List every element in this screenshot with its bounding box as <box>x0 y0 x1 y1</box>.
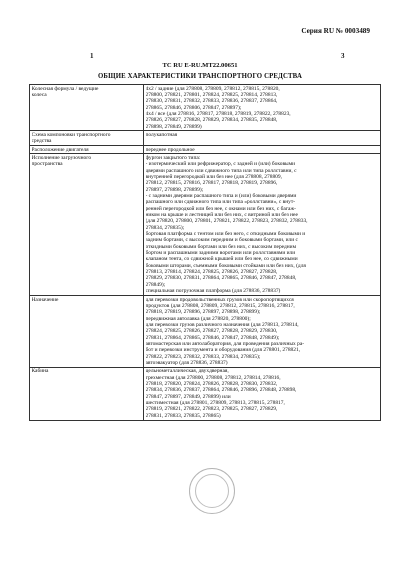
table-row <box>30 296 381 368</box>
value-line: - с задними дверями распашного типа и (или) боковыми дверями <box>145 193 297 199</box>
table-row <box>30 131 381 146</box>
value-line: для перевозки продовольственных грузов или скоропортящихся <box>145 296 294 303</box>
value-line: полукапотная <box>145 131 178 138</box>
value-line: 278898, 278849, 278899) <box>145 123 202 130</box>
value-line: 278830, 278831, 278832, 278833, 278836, 278837, 278864, <box>145 98 278 105</box>
value-line: 278822, 278823, 278832, 278833, 278834, 278835); <box>145 353 261 360</box>
row-value <box>144 85 381 131</box>
value-line: бортом и распашными задними воротами или роллставнями или <box>145 250 296 257</box>
label-line: Кабина <box>31 368 49 375</box>
table-row <box>30 367 381 420</box>
value-line: 278834, 278835); <box>145 224 185 231</box>
table-row <box>30 85 381 131</box>
value-line: 278818, 278819, 278896, 278897, 278898, 278899); <box>145 309 261 316</box>
row-label <box>30 154 144 296</box>
value-line: 278834, 278836, 278837, 278864, 278846, 278896, 278848, 278898, <box>145 387 297 394</box>
value-line: шестиместная (для 278801, 278809, 278813, 278815, 278817, <box>145 400 285 406</box>
value-line: боковыми шторами, съемными боковыми стойками или без них, (для <box>145 262 306 269</box>
label-line: пространства <box>31 161 63 168</box>
value-line: 278826, 278827, 278828, 278829, 278834, 278835, 278848, <box>145 117 278 124</box>
official-stamp <box>189 468 235 514</box>
value-line: 278865, 278846, 278806, 278847, 278897); <box>145 104 242 111</box>
value-line: 278897, 278898, 278899); <box>145 186 204 193</box>
value-line: 278818, 278820, 278824, 278826, 278828, 278830, 278832, <box>145 380 278 387</box>
value-line: автоэвакуатор (для 278836, 278837) <box>145 359 228 366</box>
value-line: 278800, 278821, 278801, 278824, 278825, 278814, 278813, <box>145 91 278 98</box>
row-label <box>30 296 144 368</box>
label-line: Колесная формула / ведущие <box>31 85 99 92</box>
row-value <box>144 146 381 154</box>
value-line: 4x2 / задние (для 278808, 278809, 278812, 278815, 278820, <box>145 85 280 92</box>
value-line: бот и перевозки инструмента и оборудования (для 278801, 278821, <box>145 347 301 354</box>
value-line: трехместная (для 278800, 278808, 278812, 278814, 278816, <box>145 374 281 381</box>
row-label <box>30 367 144 420</box>
value-line: бортовая платформа с тентом или без него, с откидными боковыми и <box>145 231 306 238</box>
value-line: - изотермический или рефрижератор, с задней и (или) боковыми <box>145 161 296 168</box>
row-value <box>144 367 381 420</box>
row-label <box>30 85 144 131</box>
value-line: продуктов (для 278808, 278809, 278812, 278815, 278816, 278817, <box>145 302 295 309</box>
characteristics-table <box>29 84 381 421</box>
value-line: дверями распашного или сдвижного типа или типа роллставни, с <box>145 167 297 174</box>
value-line: 278829, 278830, 278831, 278864, 278865, 278846, 278847, 278848, <box>145 275 297 282</box>
table-row <box>30 154 381 296</box>
value-line: передвижная автолавка (для 278820, 278800); <box>145 315 251 322</box>
value-line: автомастерская или автолаборатория, для проведения различных ра- <box>145 340 305 347</box>
value-line: 278849); <box>145 281 166 288</box>
value-line: цельнометаллическая, двухдверная, <box>145 368 229 375</box>
value-line: ником на крыше и лестницей или без них, с витриной или без нее <box>145 212 298 219</box>
value-line: (для 278820, 278800, 278801, 278821, 278822, 278823, 278832, 278833, <box>145 218 308 225</box>
value-line: 278824, 278825, 278826, 278827, 278828, 278829, 278830, <box>145 328 278 335</box>
value-line: 278813, 278814, 278824, 278825, 278826, 278827, 278828, <box>145 269 278 276</box>
value-line: для перевозки грузов различного назначения (для 278813, 278814, <box>145 321 299 328</box>
label-line: Исполнение загрузочного <box>31 154 92 161</box>
value-line: внутренней перегородкой или без нее (для 278808, 278809, <box>145 173 282 180</box>
row-value <box>144 154 381 296</box>
label-line: колеса <box>31 91 47 98</box>
value-line: откидными боковыми бортами или без них, с высоким передним <box>145 243 297 250</box>
value-line: 278819, 278821, 278822, 278823, 278825, 278827, 278829, <box>145 406 278 413</box>
value-line: 278831, 278864, 278865, 278846, 278847, 278848, 278849); <box>145 334 280 341</box>
row-label <box>30 131 144 146</box>
label-line: Схема компоновки транспортного <box>31 131 111 138</box>
table-row <box>30 146 381 154</box>
value-line: специальная погрузочная платформа (для 278836, 278837) <box>145 288 281 295</box>
value-line: задним бортами, с высоким передним и боковыми бортами, или с <box>145 237 298 244</box>
section-title: ОБЩИЕ ХАРАКТЕРИСТИКИ ТРАНСПОРТНОГО СРЕДСТВА <box>98 73 302 80</box>
row-label <box>30 146 144 154</box>
value-line: 278847, 278897, 278849, 278899) или <box>145 393 231 400</box>
document-code: TC RU E-RU.MT22.00651 <box>162 62 238 69</box>
page-number-left: 1 <box>90 52 94 60</box>
value-line: 278831, 278833, 278835, 278865) <box>145 412 221 419</box>
row-value <box>144 296 381 368</box>
label-line: средства <box>31 138 52 145</box>
value-line: переднее продольное <box>145 146 195 153</box>
serial-number: Серия RU № 0003489 <box>301 27 370 35</box>
value-line: распашного или сдвижного типа или типа «роллставни», с внут- <box>145 199 296 206</box>
row-value <box>144 131 381 146</box>
label-line: Расположение двигателя <box>31 146 89 153</box>
value-line: клапаном тента, со сдвижной крышей или без нее, со сдвижными <box>145 256 298 263</box>
value-line: фургон закрытого типа: <box>145 154 201 161</box>
value-line: 278812, 278815, 278816, 278817, 278818, 278819, 278896, <box>145 180 278 187</box>
label-line: Назначение <box>31 296 59 303</box>
value-line: 4x4 / все (для 278816, 278817, 278818, 278819, 278822, 278823, <box>145 110 291 117</box>
page-number-right: 3 <box>341 52 345 60</box>
value-line: ренней перегородкой или без нее, с окнами или без них, с багаж- <box>145 205 296 212</box>
